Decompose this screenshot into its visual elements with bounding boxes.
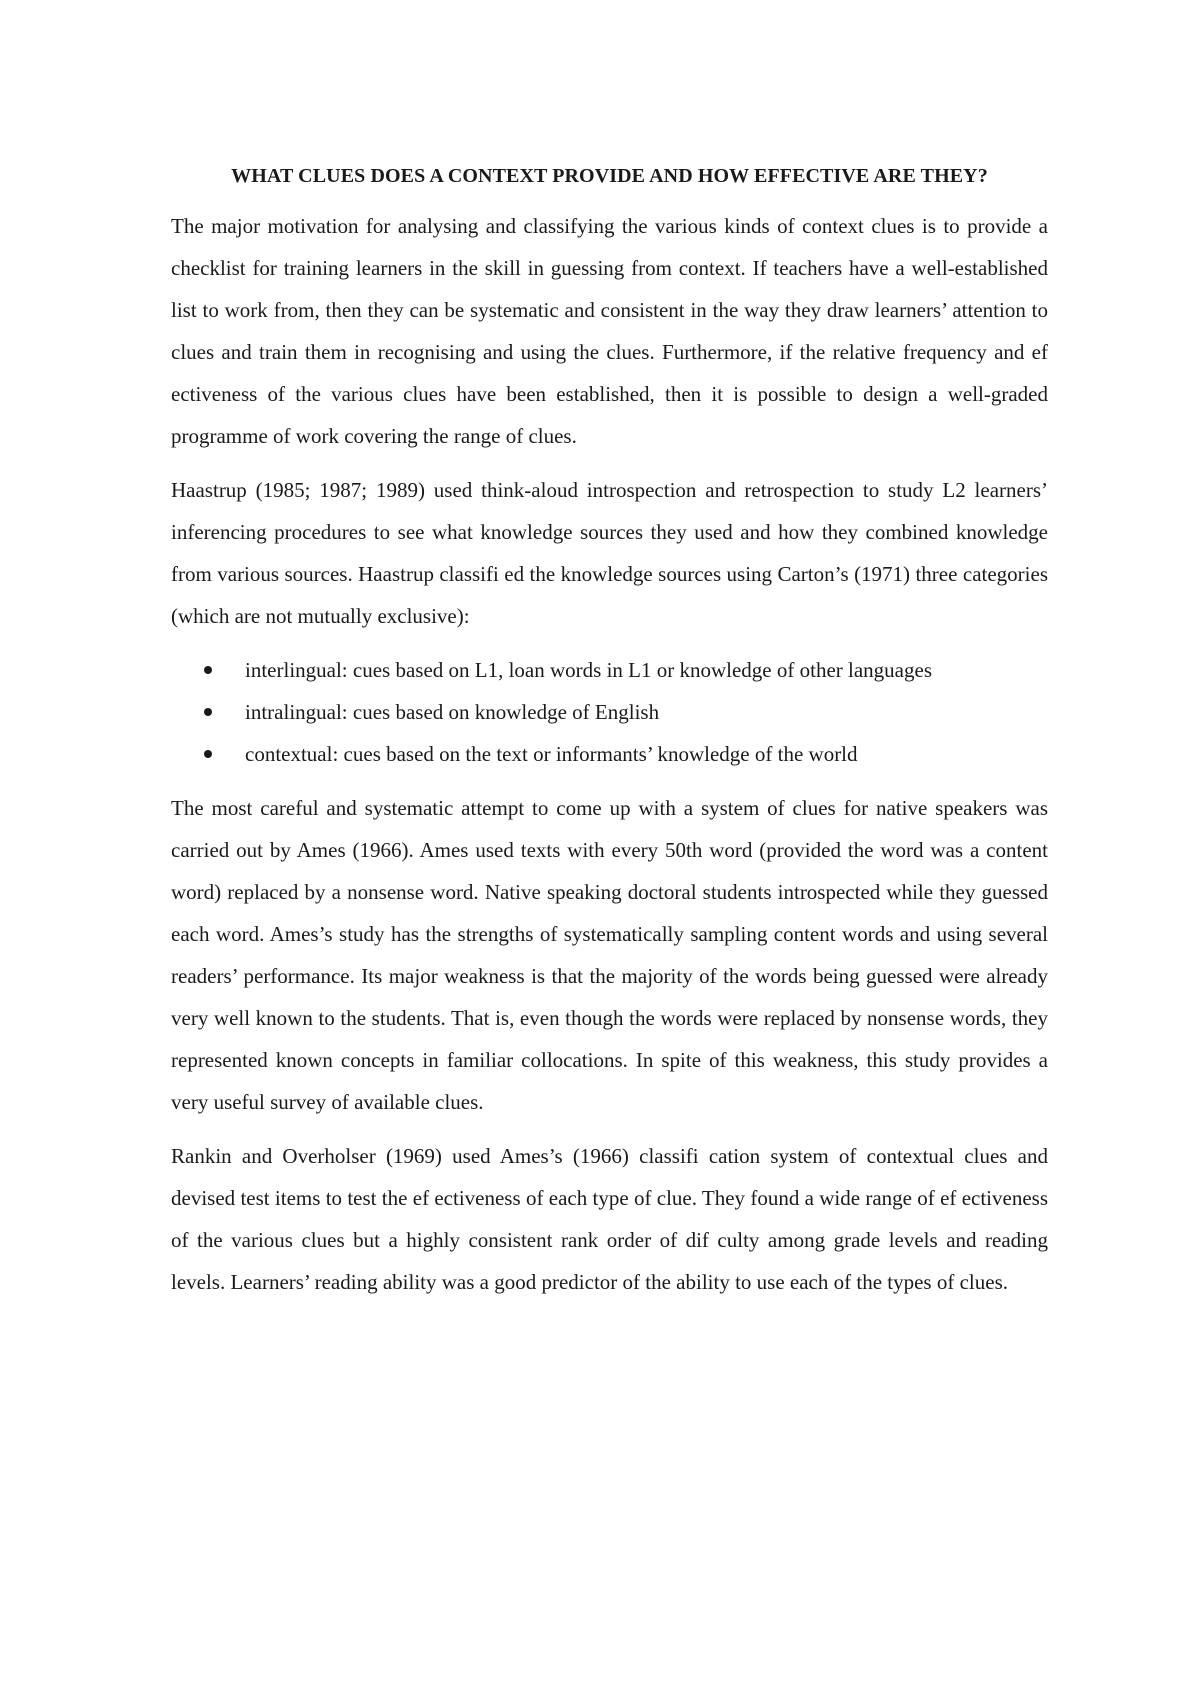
list-item-text: interlingual: cues based on L1, loan words in L1 or knowledge of other languages [245,658,932,682]
bullet-icon [204,708,212,716]
paragraph-haastrup: Haastrup (1985; 1987; 1989) used think-aloud introspection and retrospection to study L2 learners’ inferencing procedures to see what knowledge sources they used and how they combined knowledge from various sources. Haastrup classifi ed the knowledge sources using Carton’s (1971) three categories (which are not mutually exclusive): [171,478,1048,628]
document-title: WHAT CLUES DOES A CONTEXT PROVIDE AND HOW EFFECTIVE ARE THEY? [231,165,988,187]
list-item-text: contextual: cues based on the text or informants’ knowledge of the world [245,742,858,766]
document-body [171,155,1048,1315]
knowledge-sources-list [171,649,1048,775]
paragraph-ames: The most careful and systematic attempt to come up with a system of clues for native speakers was carried out by Ames (1966). Ames used texts with every 50th word (provided the word was a content word) replaced by a nonsense word. Native speaking doctoral students introspected while they guessed each word. Ames’s study has the strengths of systematically sampling content words and using several readers’ performance. Its major weakness is that the majority of the words being guessed were already very well known to the students. That is, even though the words were replaced by nonsense words, they represented known concepts in familiar collocations. In spite of this weakness, this study provides a very useful survey of available clues. [171,796,1048,1114]
list-item [171,649,1048,691]
bullet-icon [204,666,212,674]
list-item-text: intralingual: cues based on knowledge of English [245,700,660,724]
paragraph-motivation: The major motivation for analysing and classifying the various kinds of context clues is to provide a checklist for training learners in the skill in guessing from context. If teachers have a well-established list to work from, then they can be systematic and consistent in the way they draw learners’ attention to clues and train them in recognising and using the clues. Furthermore, if the relative frequency and ef ectiveness of the various clues have been established, then it is possible to design a well-graded programme of work covering the range of clues. [171,214,1048,448]
list-item [171,691,1048,733]
list-item [171,733,1048,775]
paragraph-rankin-overholser: Rankin and Overholser (1969) used Ames’s (1966) classifi cation system of contextual clues and devised test items to test the ef ectiveness of each type of clue. They found a wide range of ef ectiveness of the various clues but a highly consistent rank order of dif culty among grade levels and reading levels. Learners’ reading ability was a good predictor of the ability to use each of the types of clues. [171,1144,1048,1294]
bullet-icon [204,750,212,758]
